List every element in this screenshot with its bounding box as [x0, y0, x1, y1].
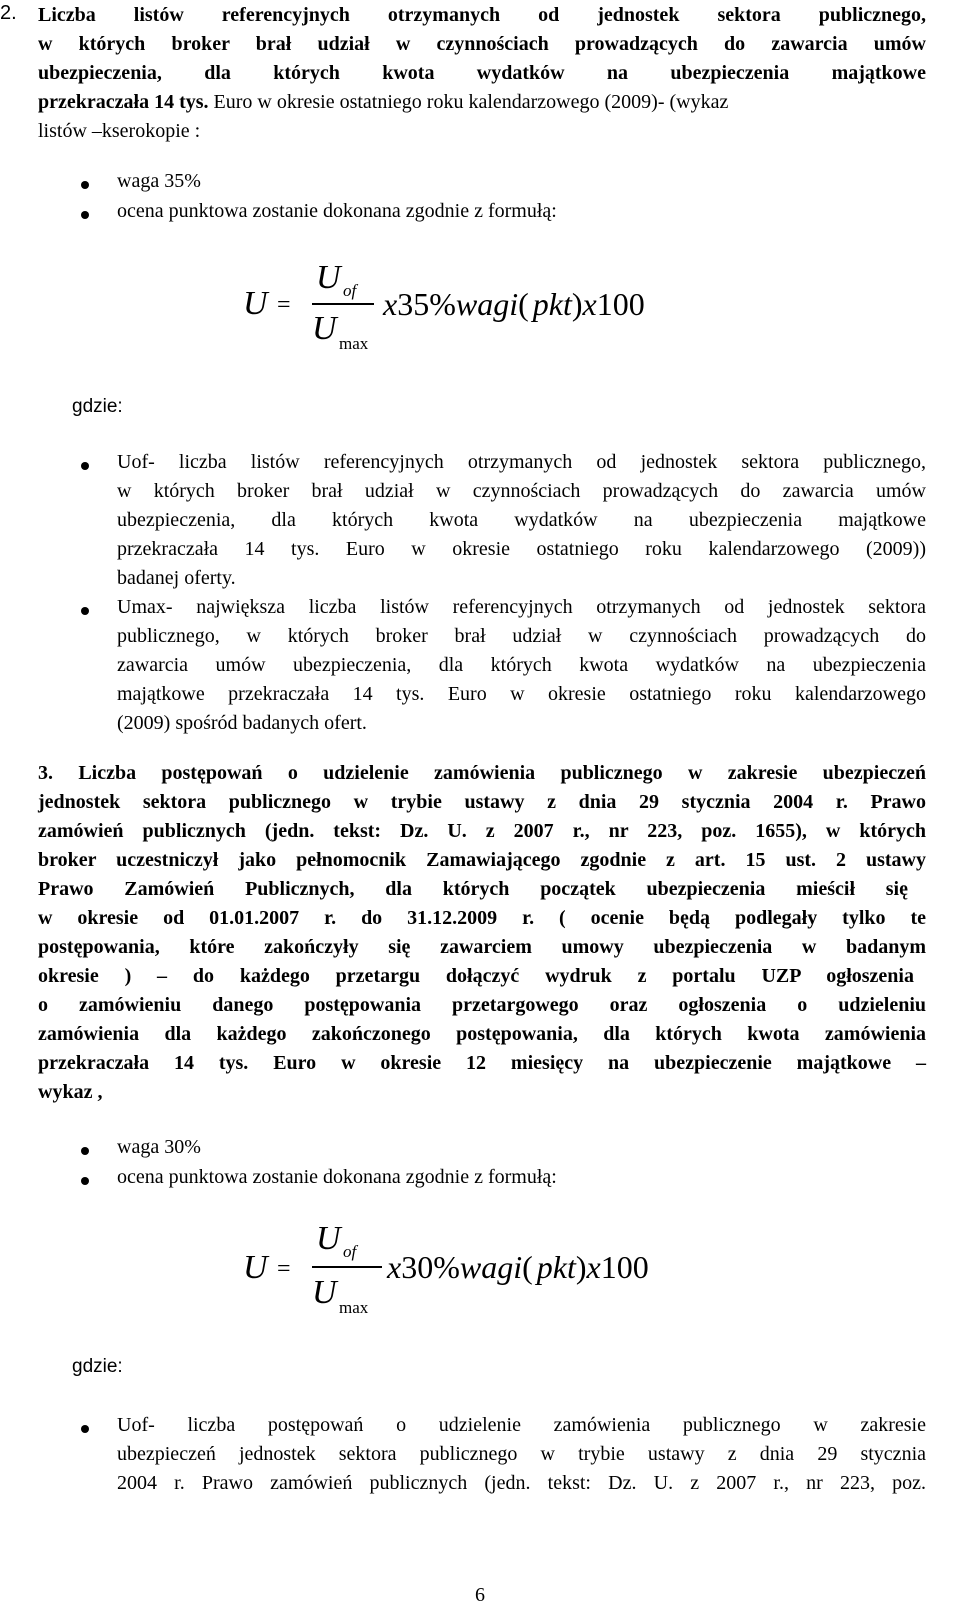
formula-denominator-sub: max — [339, 334, 369, 353]
section-heading-line: w okresie od 01.01.2007 r. do 31.12.2009 r. ( ocenie będą podlegały tylko te — [38, 907, 926, 929]
definition-line: Uof- liczba postępowań o udzielenie zamówienia publicznego w zakresie — [117, 1414, 926, 1436]
definition-line: Uof- liczba listów referencyjnych otrzymanych od jednostek sektora publicznego, — [117, 451, 926, 473]
section-heading-line: Prawo Zamówień Publicznych, dla których początek ubezpieczenia mieścił się — [38, 878, 908, 900]
definition-line: (2009) spośród badanych ofert. — [117, 712, 367, 734]
section-heading-line: przekraczała 14 tys. Euro w okresie 12 miesięcy na ubezpieczenie majątkowe – — [38, 1052, 926, 1074]
definition-line: ubezpieczenia, dla których kwota wydatków na ubezpieczenia majątkowe — [117, 509, 926, 531]
page-number: 6 — [475, 1584, 485, 1606]
bullet-icon — [81, 211, 89, 219]
section-heading-bold-part: przekraczała 14 tys. — [38, 91, 209, 113]
definition-line: badanej oferty. — [117, 567, 236, 589]
section-heading-line: okresie ) – do każdego przetargu dołączyć wydruk z portalu UZP ogłoszenia — [38, 965, 914, 987]
gdzie-label: gdzie: — [72, 1356, 123, 1377]
bullet-icon — [81, 462, 89, 470]
definition-line: 2004 r. Prawo zamówień publicznych (jedn. tekst: Dz. U. z 2007 r., nr 223, poz. — [117, 1472, 926, 1494]
section-heading-line: postępowania, które zakończyły się zawarciem umowy ubezpieczenia w badanym — [38, 936, 926, 958]
definition-line: ubezpieczeń jednostek sektora publicznego w trybie ustawy z dnia 29 stycznia — [117, 1443, 926, 1465]
bullet-icon — [81, 1177, 89, 1185]
formula-numerator-sub: of — [343, 1242, 357, 1261]
formula-intro-item: ocena punktowa zostanie dokonana zgodnie z formułą: — [117, 200, 557, 222]
section-heading-line: o zamówieniu danego postępowania przetargowego oraz ogłoszenia o udzieleniu — [38, 994, 926, 1016]
definition-line: Umax- największa liczba listów referencyjnych otrzymanych od jednostek sektora — [117, 596, 926, 618]
section-heading-line: wykaz , — [38, 1081, 103, 1103]
fraction-bar — [312, 303, 374, 305]
definition-line: w których broker brał udział w czynnościach prowadzących do zawarcia umów — [117, 480, 926, 502]
section-heading-line: broker uczestniczył jako pełnomocnik Zamawiającego zgodnie z art. 15 ust. 2 ustawy — [38, 849, 926, 871]
section-heading-line: jednostek sektora publicznego w trybie ustawy z dnia 29 stycznia 2004 r. Prawo — [38, 791, 926, 813]
definition-line: publicznego, w których broker brał udział w czynnościach prowadzących do — [117, 625, 926, 647]
section-heading-line: zamówienia dla każdego zakończonego postępowania, dla których kwota zamówienia — [38, 1023, 926, 1045]
section-number: 2. — [0, 2, 17, 24]
section-heading-line: listów –kserokopie : — [38, 120, 201, 142]
bullet-icon — [81, 181, 89, 189]
section-heading-normal-part: Euro w okresie ostatniego roku kalendarzowego (2009)- (wykaz — [208, 91, 729, 113]
formula-rhs: x35%wagi( pkt)x100 — [383, 286, 645, 322]
section-heading-line: Liczba listów referencyjnych otrzymanych od jednostek sektora publicznego, — [38, 4, 926, 26]
definition-line: przekraczała 14 tys. Euro w okresie ostatniego roku kalendarzowego (2009)) — [117, 538, 926, 560]
section-heading-line: zamówień publicznych (jedn. tekst: Dz. U. z 2007 r., nr 223, poz. 1655), w których — [38, 820, 926, 842]
fraction-bar — [312, 1266, 382, 1268]
formula-numerator: U — [316, 1220, 341, 1257]
formula-rhs: x30%wagi( pkt)x100 — [387, 1249, 649, 1285]
formula-denominator-sub: max — [339, 1298, 369, 1317]
formula-denominator: U — [312, 310, 337, 347]
formula-lhs: U — [243, 1249, 268, 1286]
formula-numerator-sub: of — [343, 281, 357, 300]
formula-equals: = — [277, 1256, 291, 1282]
formula-denominator: U — [312, 1274, 337, 1311]
weight-item: waga 30% — [117, 1136, 201, 1158]
definition-line: zawarcia umów ubezpieczenia, dla których kwota wydatków na ubezpieczenia — [117, 654, 926, 676]
section-heading-line — [38, 87, 926, 117]
gdzie-label: gdzie: — [72, 396, 123, 417]
bullet-icon — [81, 1425, 89, 1433]
bullet-icon — [81, 607, 89, 615]
section-heading-line: 3. Liczba postępowań o udzielenie zamówienia publicznego w zakresie ubezpieczeń — [38, 762, 926, 784]
definition-line: majątkowe przekraczała 14 tys. Euro w okresie ostatniego roku kalendarzowego — [117, 683, 926, 705]
formula-equals: = — [277, 292, 291, 318]
bullet-icon — [81, 1147, 89, 1155]
section-heading-line: w których broker brał udział w czynnościach prowadzących do zawarcia umów — [38, 33, 926, 55]
weight-item: waga 35% — [117, 170, 201, 192]
formula-intro-item: ocena punktowa zostanie dokonana zgodnie z formułą: — [117, 1166, 557, 1188]
formula-lhs: U — [243, 285, 268, 322]
section-heading-line: ubezpieczenia, dla których kwota wydatków na ubezpieczenia majątkowe — [38, 62, 926, 84]
formula-numerator: U — [316, 259, 341, 296]
